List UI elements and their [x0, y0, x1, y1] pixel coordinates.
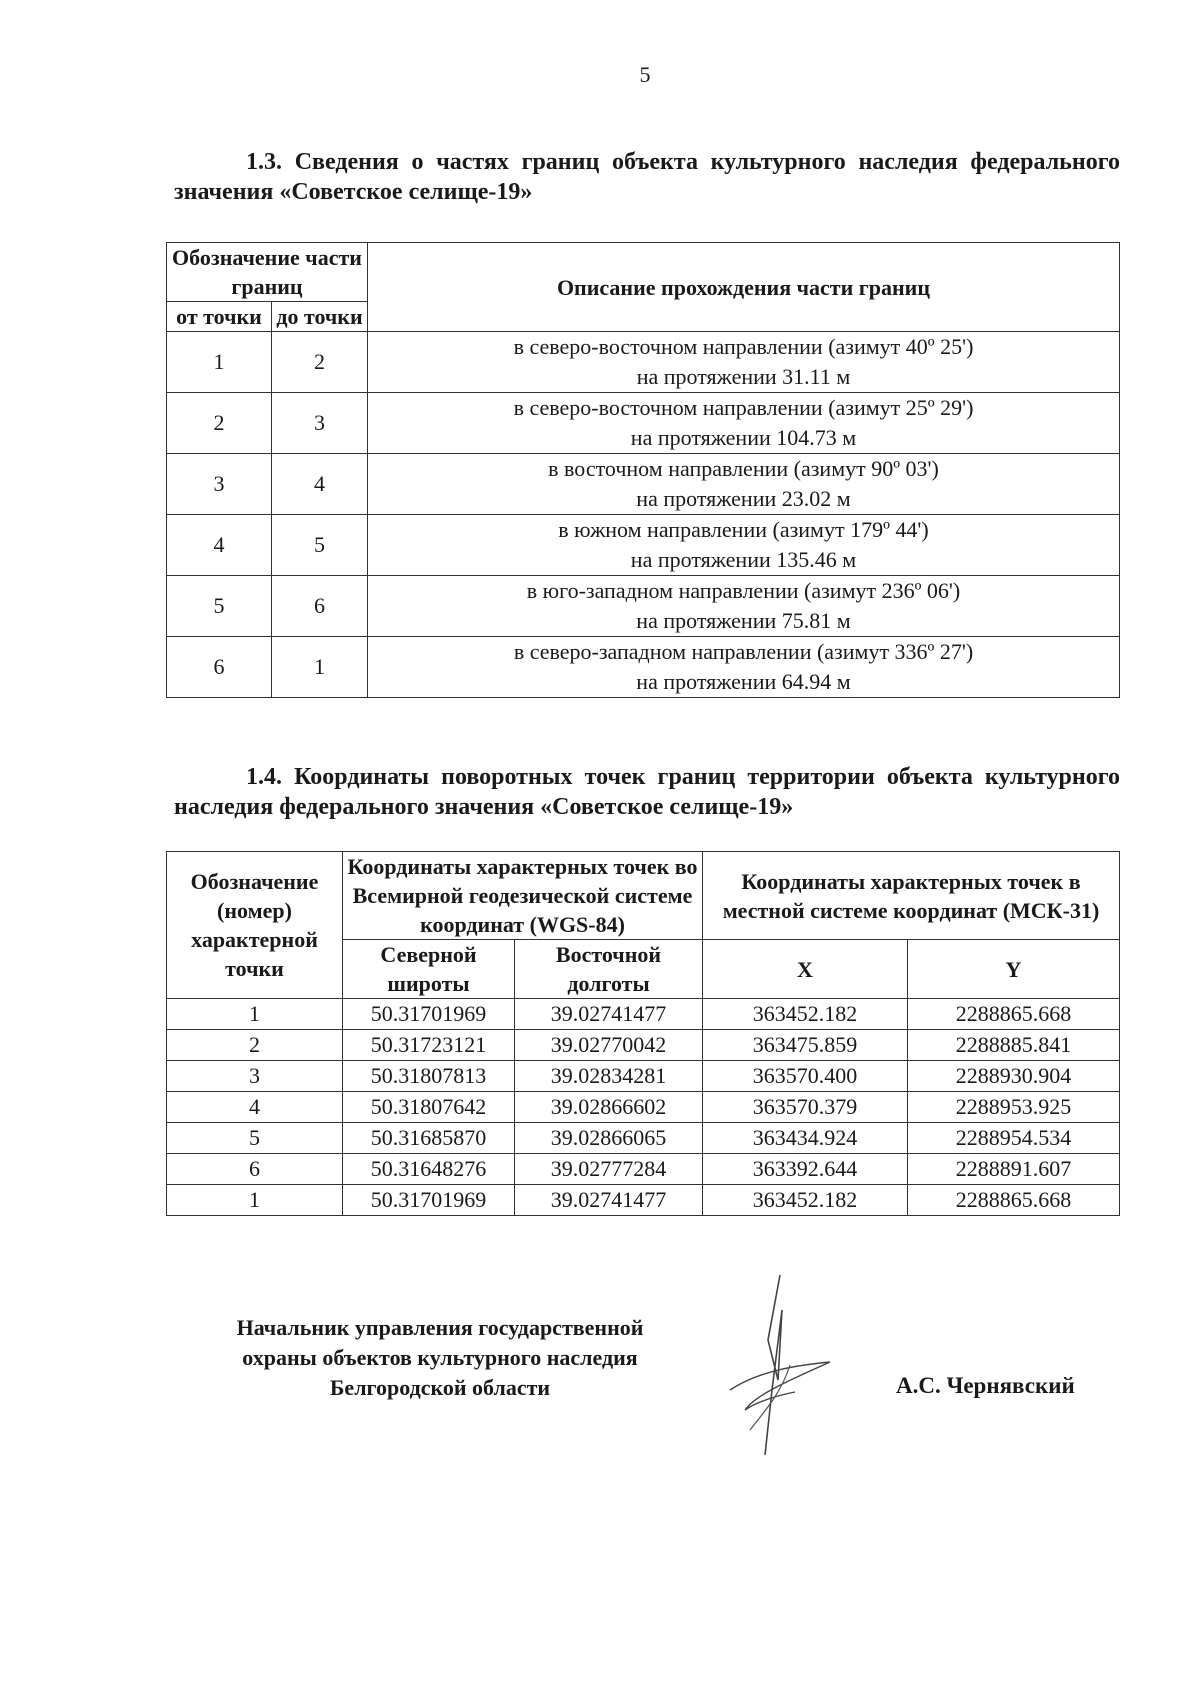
- table-row: [167, 1092, 1120, 1123]
- header-lat: Северной широты: [343, 940, 515, 999]
- table-row: [167, 454, 1120, 515]
- to-point: 6: [272, 576, 368, 637]
- table-row: [167, 393, 1120, 454]
- header-msk: Координаты характерных точек в местной системе координат (МСК-31): [703, 852, 1120, 940]
- description: [368, 454, 1120, 515]
- from-point: 6: [167, 637, 272, 698]
- point-number: 2: [167, 1030, 343, 1061]
- latitude: 50.31701969: [343, 1185, 515, 1216]
- signatory-line: Начальник управления государственной: [236, 1315, 644, 1340]
- description-direction: в юго-западном направлении (азимут 236º 06'): [526, 578, 961, 603]
- coord-y: 2288954.534: [908, 1123, 1120, 1154]
- coord-x: 363570.379: [703, 1092, 908, 1123]
- table-row: [167, 1061, 1120, 1092]
- signatory-title: [190, 1313, 690, 1403]
- coord-y: 2288865.668: [908, 999, 1120, 1030]
- longitude: 39.02741477: [515, 1185, 703, 1216]
- point-number: 3: [167, 1061, 343, 1092]
- latitude: 50.31807642: [343, 1092, 515, 1123]
- coord-x: 363475.859: [703, 1030, 908, 1061]
- section-title: Координаты поворотных точек границ территории объекта культурного наследия федерального значения «Советское селище-19»: [174, 764, 1121, 820]
- from-point: 5: [167, 576, 272, 637]
- signatory-name: А.С. Чернявский: [896, 1373, 1075, 1398]
- header-y: Y: [908, 940, 1120, 999]
- table-row: [167, 999, 1120, 1030]
- section-1-3-heading: [174, 147, 1120, 207]
- table-row: [167, 332, 1120, 393]
- coord-x: 363434.924: [703, 1123, 908, 1154]
- to-point: 2: [272, 332, 368, 393]
- coord-y: 2288930.904: [908, 1061, 1120, 1092]
- point-number: 1: [167, 1185, 343, 1216]
- coord-y: 2288891.607: [908, 1154, 1120, 1185]
- from-point: 3: [167, 454, 272, 515]
- point-number: 5: [167, 1123, 343, 1154]
- longitude: 39.02770042: [515, 1030, 703, 1061]
- coord-y: 2288885.841: [908, 1030, 1120, 1061]
- latitude: 50.31723121: [343, 1030, 515, 1061]
- coord-y: 2288865.668: [908, 1185, 1120, 1216]
- description-direction: в северо-западном направлении (азимут 336º 27'): [513, 639, 974, 664]
- section-number: 1.4.: [246, 764, 282, 790]
- table-row: [167, 1123, 1120, 1154]
- description-length: на протяжении 75.81 м: [636, 608, 851, 633]
- boundary-parts-table: [166, 242, 1120, 698]
- latitude: 50.31807813: [343, 1061, 515, 1092]
- header-to: до точки: [272, 302, 368, 332]
- to-point: 1: [272, 637, 368, 698]
- point-number: 1: [167, 999, 343, 1030]
- description-length: на протяжении 64.94 м: [636, 669, 851, 694]
- description-direction: в восточном направлении (азимут 90º 03'): [548, 456, 939, 481]
- to-point: 4: [272, 454, 368, 515]
- table-row: [167, 576, 1120, 637]
- longitude: 39.02741477: [515, 999, 703, 1030]
- header-point: Обозначение (номер) характерной точки: [167, 852, 343, 999]
- coord-x: 363570.400: [703, 1061, 908, 1092]
- longitude: 39.02777284: [515, 1154, 703, 1185]
- latitude: 50.31701969: [343, 999, 515, 1030]
- point-number: 6: [167, 1154, 343, 1185]
- description: [368, 576, 1120, 637]
- description-length: на протяжении 135.46 м: [630, 547, 857, 572]
- coord-x: 363452.182: [703, 1185, 908, 1216]
- page-number: 5: [639, 62, 651, 87]
- table-row: [167, 515, 1120, 576]
- header-x: X: [703, 940, 908, 999]
- table-row: [167, 1030, 1120, 1061]
- description: [368, 637, 1120, 698]
- coord-x: 363392.644: [703, 1154, 908, 1185]
- coordinates-table: [166, 851, 1120, 1216]
- header-wgs: Координаты характерных точек во Всемирной геодезической системе координат (WGS-84): [343, 852, 703, 940]
- signatory-line: охраны объектов культурного наследия: [242, 1345, 638, 1370]
- description-length: на протяжении 31.11 м: [636, 364, 851, 389]
- table-row: [167, 1185, 1120, 1216]
- signatory-line: Белгородской области: [329, 1375, 551, 1400]
- section-1-4-heading: [174, 762, 1120, 822]
- table-row: [167, 637, 1120, 698]
- coord-y: 2288953.925: [908, 1092, 1120, 1123]
- section-number: 1.3.: [246, 149, 282, 175]
- longitude: 39.02834281: [515, 1061, 703, 1092]
- handwritten-signature: [720, 1270, 840, 1460]
- from-point: 1: [167, 332, 272, 393]
- table-row: [167, 1154, 1120, 1185]
- header-description: Описание прохождения части границ: [368, 243, 1120, 332]
- coord-x: 363452.182: [703, 999, 908, 1030]
- from-point: 2: [167, 393, 272, 454]
- header-from: от точки: [167, 302, 272, 332]
- header-designation: Обозначение части границ: [167, 243, 368, 302]
- from-point: 4: [167, 515, 272, 576]
- description-length: на протяжении 104.73 м: [630, 425, 857, 450]
- description-direction: в северо-восточном направлении (азимут 40º 25'): [513, 334, 974, 359]
- description-direction: в южном направлении (азимут 179º 44'): [558, 517, 929, 542]
- to-point: 3: [272, 393, 368, 454]
- header-lon: Восточной долготы: [515, 940, 703, 999]
- description: [368, 515, 1120, 576]
- longitude: 39.02866602: [515, 1092, 703, 1123]
- latitude: 50.31648276: [343, 1154, 515, 1185]
- section-title: Сведения о частях границ объекта культурного наследия федерального значения «Советское селище-19»: [174, 149, 1120, 205]
- point-number: 4: [167, 1092, 343, 1123]
- description: [368, 332, 1120, 393]
- longitude: 39.02866065: [515, 1123, 703, 1154]
- latitude: 50.31685870: [343, 1123, 515, 1154]
- description: [368, 393, 1120, 454]
- description-direction: в северо-восточном направлении (азимут 25º 29'): [513, 395, 974, 420]
- to-point: 5: [272, 515, 368, 576]
- description-length: на протяжении 23.02 м: [636, 486, 851, 511]
